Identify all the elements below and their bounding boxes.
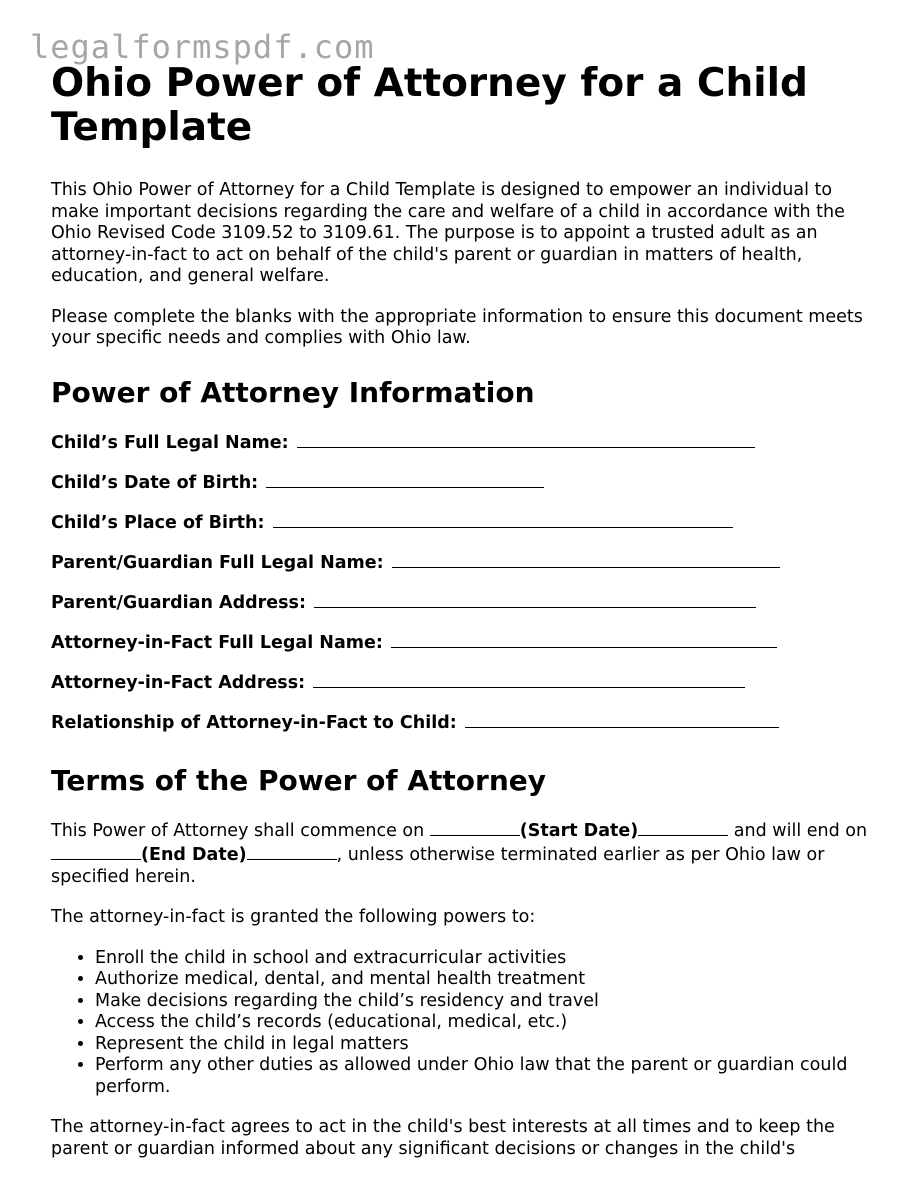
intro-paragraph-1: This Ohio Power of Attorney for a Child Template is designed to empower an individual to make important decisions regarding the care and welfare of a child in accordance with the Ohio Revised Code 3109.52 to 3109.61. The purpose is to appoint a trusted adult as an attorney-in-fact to act on behalf of the child's parent or guardian in matters of health, education, and general welfare.: [51, 180, 845, 286]
blank-line[interactable]: [391, 630, 777, 648]
field-guardian-name[interactable]: [51, 550, 881, 590]
field-label: Child’s Full Legal Name:: [51, 432, 289, 453]
blank-line[interactable]: [314, 590, 756, 608]
field-child-birthplace[interactable]: [51, 510, 881, 550]
start-date-label: (Start Date): [519, 820, 639, 841]
end-date-label: (End Date): [141, 845, 247, 865]
watermark: legalformspdf.com: [30, 28, 375, 66]
blank-line[interactable]: [266, 470, 544, 488]
field-guardian-address[interactable]: [51, 590, 881, 630]
term-text: and will end on: [728, 820, 868, 841]
list-item: • Enroll the child in school and extracurricular activities: [95, 948, 881, 970]
blank-line[interactable]: [465, 710, 779, 728]
field-relationship[interactable]: [51, 710, 881, 750]
field-attorney-name[interactable]: [51, 630, 881, 670]
field-label: Relationship of Attorney-in-Fact to Child:: [51, 712, 457, 733]
list-item: • Authorize medical, dental, and mental health treatment: [95, 969, 881, 991]
field-child-name[interactable]: [51, 430, 881, 470]
blank-line[interactable]: [392, 550, 780, 568]
section-heading-terms: Terms of the Power of Attorney: [51, 763, 546, 797]
term-text: , unless otherwise terminated earlier as per Ohio law or specified herein.: [51, 845, 825, 887]
start-date-blank-2[interactable]: [638, 818, 728, 836]
blank-line[interactable]: [297, 430, 755, 448]
blank-line[interactable]: [273, 510, 733, 528]
powers-intro: The attorney-in-fact is granted the following powers to:: [51, 907, 536, 927]
list-item: • Access the child’s records (educational, medical, etc.): [95, 1012, 881, 1034]
field-label: Child’s Place of Birth:: [51, 512, 265, 533]
field-label: Parent/Guardian Full Legal Name:: [51, 552, 384, 573]
field-label: Parent/Guardian Address:: [51, 592, 306, 613]
list-item: • Represent the child in legal matters: [95, 1034, 881, 1056]
end-date-blank-2[interactable]: [247, 842, 337, 860]
document-body: [51, 62, 881, 1179]
start-date-blank[interactable]: [430, 818, 520, 836]
field-attorney-address[interactable]: [51, 670, 881, 710]
field-label: Attorney-in-Fact Address:: [51, 672, 306, 693]
section-heading-information: Power of Attorney Information: [51, 375, 535, 409]
field-label: Child’s Date of Birth:: [51, 472, 259, 493]
end-date-blank[interactable]: [51, 842, 141, 860]
term-dates-paragraph: [51, 818, 881, 889]
closing-paragraph: The attorney-in-fact agrees to act in the child's best interests at all times and to keep the parent or guardian informed about any significant decisions or changes in the child's: [51, 1117, 835, 1159]
powers-list: [51, 948, 881, 1099]
intro-paragraph-2: Please complete the blanks with the appropriate information to ensure this document meets your specific needs and complies with Ohio law.: [51, 306, 863, 348]
list-item: • Make decisions regarding the child’s residency and travel: [95, 991, 881, 1013]
form-fields: [51, 430, 881, 750]
blank-line[interactable]: [313, 670, 745, 688]
term-text: This Power of Attorney shall commence on: [51, 820, 430, 841]
field-child-dob[interactable]: [51, 470, 881, 510]
field-label: Attorney-in-Fact Full Legal Name:: [51, 632, 383, 653]
list-item: • Perform any other duties as allowed under Ohio law that the parent or guardian could perform.: [95, 1055, 881, 1098]
page-title: Ohio Power of Attorney for a Child Template: [51, 61, 808, 150]
